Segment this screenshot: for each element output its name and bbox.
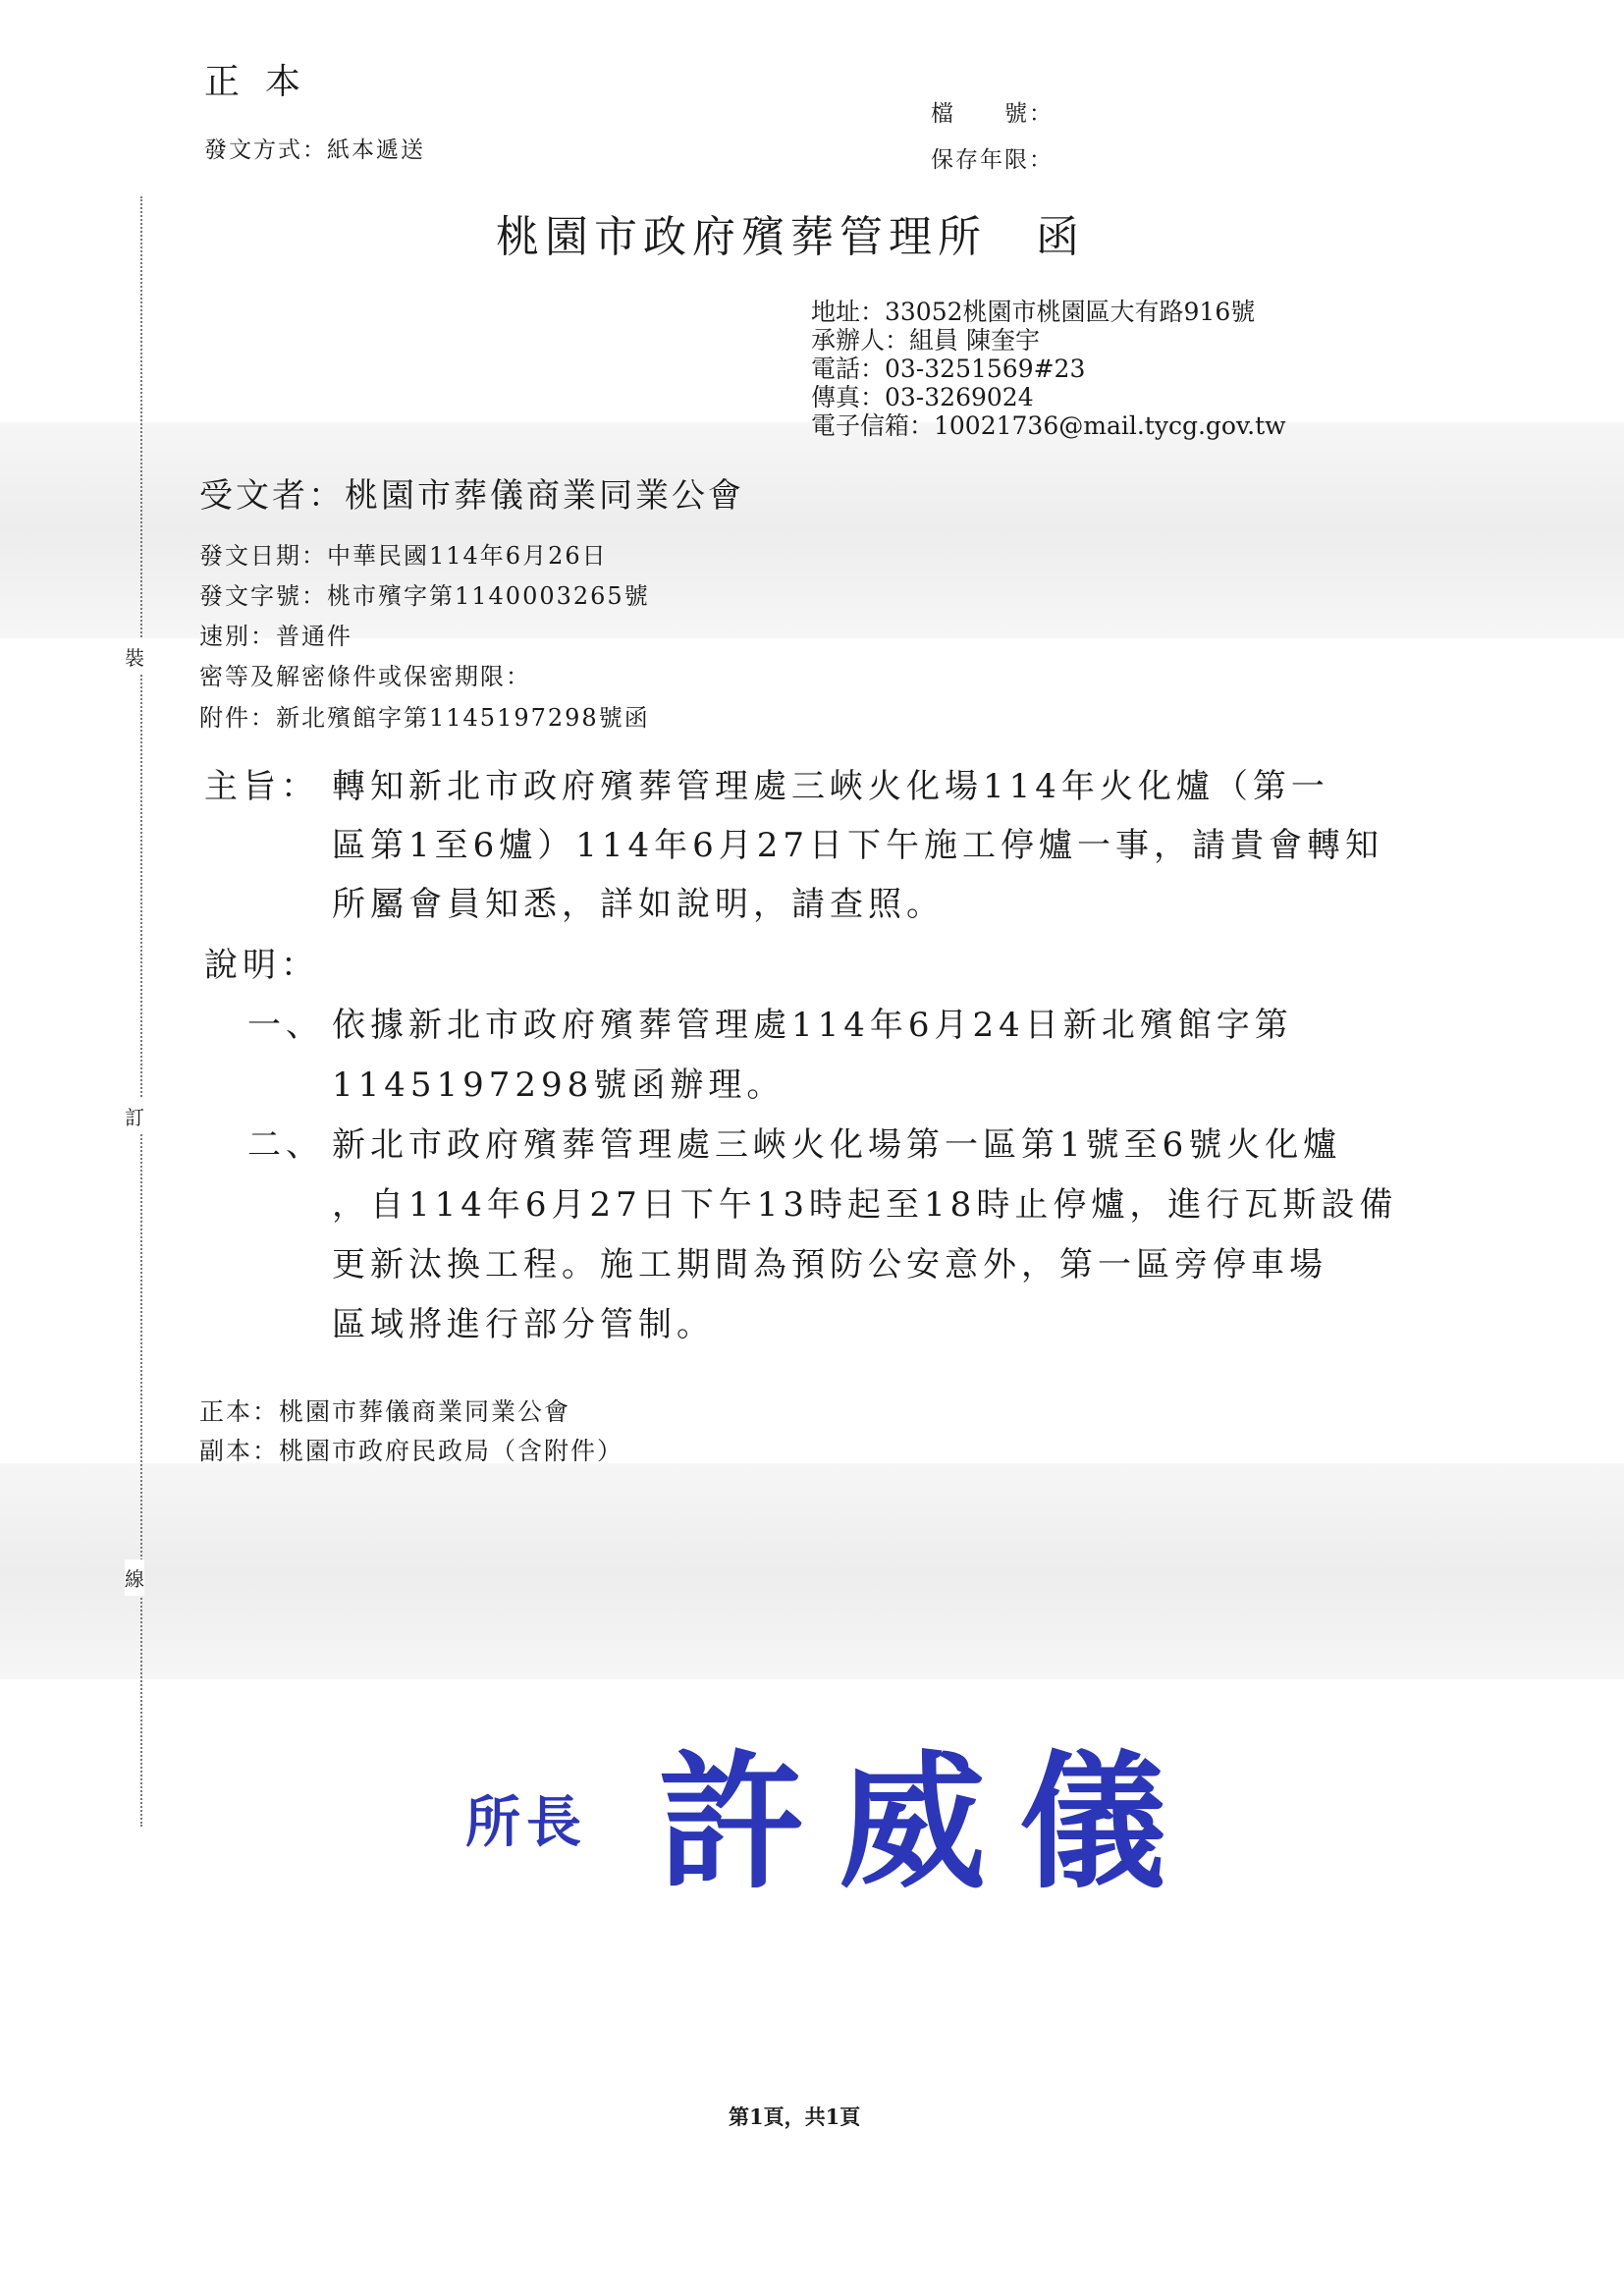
subject-label: 主旨： <box>204 767 319 806</box>
explanation-label: 說明： <box>204 946 319 985</box>
page-number: 第1頁，共1頁 <box>729 2104 861 2129</box>
speed-class: 速別：普通件 <box>199 623 352 650</box>
contact-email: 電子信箱：10021736@mail.tycg.gov.tw <box>811 411 1286 440</box>
explanation-line: 新北市政府殯葬管理處三峽火化場第一區第1號至6號火化爐 <box>332 1125 1342 1165</box>
binding-mark: 訂 <box>125 1098 144 1134</box>
contact-fax: 傳真：03-3269024 <box>811 383 1034 411</box>
binding-mark: 裝 <box>125 638 144 675</box>
subject-line: 區第1至6爐）114年6月27日下午施工停爐一事，請貴會轉知 <box>332 826 1384 865</box>
explanation-line: ，自114年6月27日下午13時起至18時止停爐，進行瓦斯設備 <box>332 1185 1398 1225</box>
issue-date: 發文日期：中華民國114年6月26日 <box>199 542 608 570</box>
retention-period-label: 保存年限： <box>931 147 1054 173</box>
attachment: 附件：新北殯館字第1145197298號函 <box>199 704 650 732</box>
subject-line: 所屬會員知悉，詳如說明，請查照。 <box>332 885 945 924</box>
copy-recipient: 副本：桃園市政府民政局（含附件） <box>199 1437 624 1465</box>
binding-mark: 線 <box>125 1559 144 1596</box>
scan-shade <box>0 1463 1624 1679</box>
explanation-line: 依據新北市政府殯葬管理處114年6月24日新北殯館字第 <box>332 1006 1293 1045</box>
contact-phone: 電話：03-3251569#23 <box>811 355 1086 383</box>
contact-handler: 承辦人：組員 陳奎宇 <box>811 326 1040 355</box>
subject-line: 轉知新北市政府殯葬管理處三峽火化場114年火化爐（第一 <box>332 767 1329 806</box>
copy-type-label: 正本 <box>204 62 327 102</box>
explanation-line: 1145197298號函辦理。 <box>332 1066 785 1105</box>
explanation-line: 更新汰換工程。施工期間為預防公安意外，第一區旁停車場 <box>332 1245 1327 1284</box>
send-method: 發文方式：紙本遞送 <box>204 137 425 163</box>
classification: 密等及解密條件或保密期限： <box>199 663 531 690</box>
recipient: 受文者：桃園市葬儀商業同業公會 <box>199 476 744 516</box>
original-recipient: 正本：桃園市葬儀商業同業公會 <box>199 1397 571 1426</box>
item-marker: 一、 <box>247 1006 324 1045</box>
signature-title: 所長 <box>465 1791 587 1855</box>
document-number: 發文字號：桃市殯字第1140003265號 <box>199 582 650 610</box>
signature-name: 許威儀 <box>658 1738 1201 1909</box>
file-number-label: 檔 號： <box>931 101 1054 127</box>
item-marker: 二、 <box>247 1125 324 1165</box>
document-title: 桃園市政府殯葬管理所 函 <box>496 212 1085 262</box>
contact-address: 地址：33052桃園市桃園區大有路916號 <box>811 298 1256 326</box>
explanation-line: 區域將進行部分管制。 <box>332 1305 715 1344</box>
